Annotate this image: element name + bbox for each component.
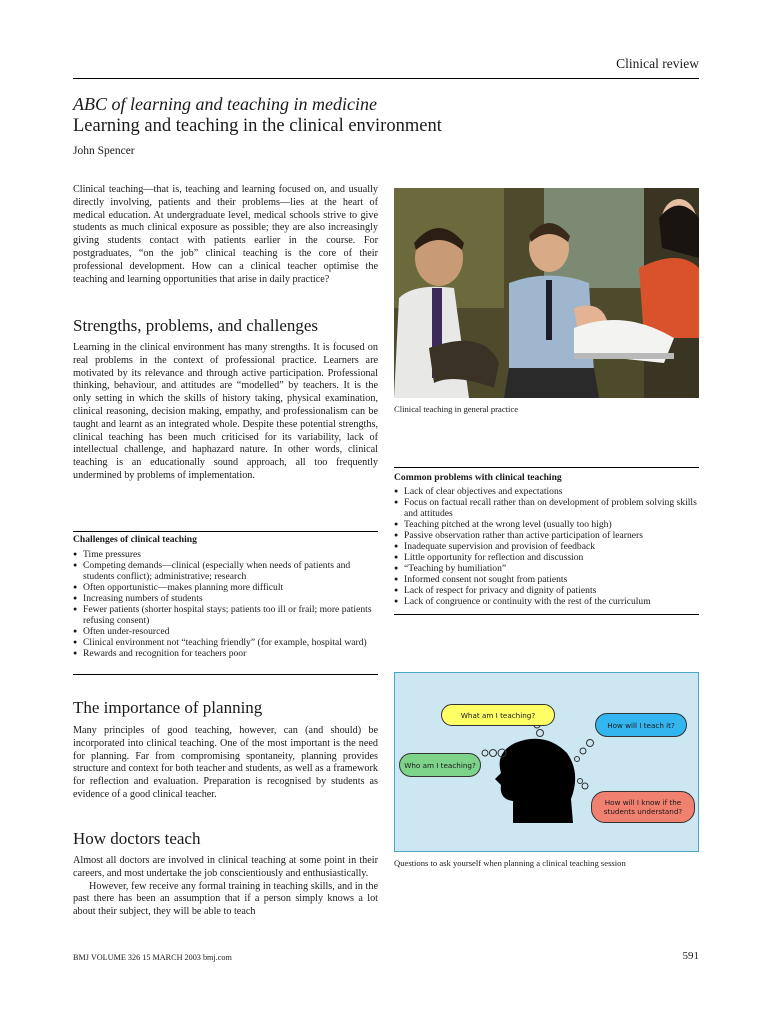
doctors-paragraph-2: However, few receive any formal training in teaching skills, and in the past there has been an assumption that if a person simply knows a lot about their subject, they will be able to teach: [73, 880, 378, 918]
question-cloud-who: Who am I teaching?: [399, 753, 481, 777]
list-item: ● Often under-resourced: [73, 626, 378, 637]
list-item: ● Increasing numbers of students: [73, 593, 378, 604]
box-rule-bottom: [73, 674, 378, 675]
list-item: ● Rewards and recognition for teachers poor: [73, 648, 378, 659]
doctors-paragraph-1: Almost all doctors are involved in clinical teaching at some point in their careers, and most undertake the job conscientiously and enthusiastically.: [73, 855, 378, 879]
question-cloud-what: What am I teaching?: [441, 704, 555, 726]
list-item: ● Lack of clear objectives and expectations: [394, 486, 699, 497]
series-title: ABC of learning and teaching in medicine: [73, 94, 377, 114]
photo-caption: Clinical teaching in general practice: [394, 404, 519, 414]
planning-paragraph: Many principles of good teaching, however, can (and should) be incorporated into clinical teaching. One of the most important is the need for planning. Far from compromising spontaneity, planning provides structure and context for both teacher and students, as well as a framework for reflection and evaluation. Preparation is recognised by students as evidence of a good clinical teacher.: [73, 725, 378, 800]
photo-illustration: [394, 188, 699, 398]
challenges-title: Challenges of clinical teaching: [73, 534, 197, 545]
strengths-paragraph: Learning in the clinical environment has many strengths. It is focused on real problems in the context of professional practice. Learners are motivated by its relevance and through active participation. Professional thinking, behaviour, and attitudes are “modelled” by teachers. It is the only setting in which the skills of history taking, physical examination, clinical reasoning, decision making, empathy, and professionalism can be taught and learnt as an integrated whole. Despite these potential strengths, clinical teaching has been much criticised for its variability, lack of intellectual challenge, and haphazard nature. In other words, clinical teaching is an educationally sound approach, all too frequently undermined by problems of implementation.: [73, 342, 378, 481]
list-item: ● Time pressures: [73, 549, 378, 560]
challenges-box: [73, 531, 378, 659]
list-item: ● Lack of respect for privacy and dignity of patients: [394, 585, 699, 596]
list-item: ● “Teaching by humiliation”: [394, 563, 699, 574]
clinical-photo: [394, 188, 699, 398]
list-item: ● Clinical environment not “teaching friendly” (for example, hospital ward): [73, 637, 378, 648]
list-item: ● Informed consent not sought from patients: [394, 574, 699, 585]
problems-title: Common problems with clinical teaching: [394, 472, 562, 483]
intro-paragraph: Clinical teaching—that is, teaching and learning focused on, and usually directly involving, patients and their problems—lies at the heart of medical education. At undergraduate level, medical schools strive to give students as much clinical exposure as possible; they are also increasingly giving students contact with patients earlier in the course. For postgraduates, “on the job” clinical teaching is the core of their professional development. How can a clinical teacher optimise the teaching and learning opportunities that arise in daily practice?: [73, 184, 378, 285]
list-item: ● Competing demands—clinical (especially when needs of patients and students conflict); administrative; research: [73, 560, 378, 582]
heading-planning: The importance of planning: [73, 698, 263, 717]
planning-diagram: [394, 672, 699, 852]
heading-doctors: How doctors teach: [73, 829, 201, 848]
list-item: ● Fewer patients (shorter hospital stays; patients too ill or frail; more patients refusing consent): [73, 604, 378, 626]
diagram-caption: Questions to ask yourself when planning a clinical teaching session: [394, 858, 626, 868]
list-item: ● Focus on factual recall rather than on development of problem solving skills and attitudes: [394, 497, 699, 519]
author: John Spencer: [73, 145, 135, 157]
footer-citation: BMJ VOLUME 326 15 MARCH 2003 bmj.com: [73, 953, 232, 962]
list-item: ● Teaching pitched at the wrong level (usually too high): [394, 519, 699, 530]
question-cloud-understand: How will I know if the students understand?: [591, 791, 695, 823]
list-item: ● Often opportunistic—makes planning more difficult: [73, 582, 378, 593]
list-item: ● Passive observation rather than active participation of learners: [394, 530, 699, 541]
problems-list: [394, 486, 699, 607]
problems-box: [394, 467, 699, 607]
box-rule-top: [73, 531, 378, 532]
list-item: ● Inadequate supervision and provision of feedback: [394, 541, 699, 552]
box-rule-bottom: [394, 614, 699, 615]
list-item: ● Lack of congruence or continuity with the rest of the curriculum: [394, 596, 699, 607]
doctors-text: [73, 855, 378, 919]
article-title: Learning and teaching in the clinical environment: [73, 116, 442, 136]
heading-strengths: Strengths, problems, and challenges: [73, 316, 319, 335]
section-label: Clinical review: [616, 56, 699, 71]
header-rule: [73, 78, 699, 79]
list-item: ● Little opportunity for reflection and discussion: [394, 552, 699, 563]
challenges-list: [73, 549, 378, 659]
box-rule-top: [394, 467, 699, 468]
question-cloud-how: How will I teach it?: [595, 713, 687, 737]
page-number: 591: [682, 950, 699, 962]
